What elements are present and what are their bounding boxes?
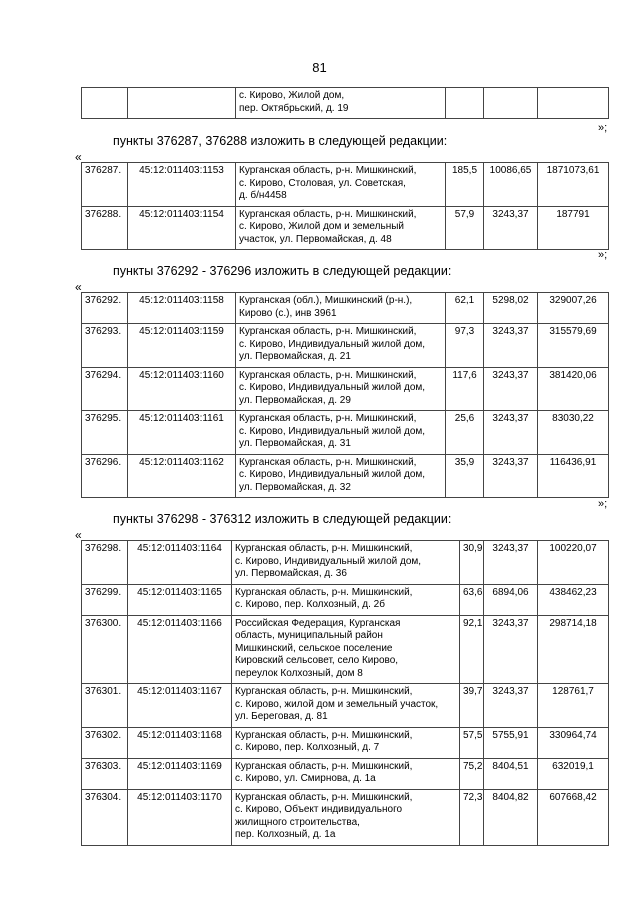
area-value: 30,9 <box>460 541 484 585</box>
table-row <box>82 293 609 324</box>
cadastral-value: 315579,69 <box>538 324 609 368</box>
address-line: с. Кирово, Индивидуальный жилой дом, <box>239 425 426 437</box>
address-line: ул. Первомайская, д. 29 <box>239 394 351 406</box>
table-row <box>82 367 609 411</box>
address-line: с. Кирово, пер. Колхозный, д. 2б <box>235 599 385 610</box>
address-line: ул. Береговая, д. 81 <box>235 711 328 722</box>
address-line: участок, ул. Первомайская, д. 48 <box>239 233 392 245</box>
table-row <box>82 206 609 250</box>
cadastral-value: 329007,26 <box>538 293 609 324</box>
address-line: пер. Октябрьский, д. 19 <box>239 102 349 114</box>
address-line: с. Кирово, пер. Колхозный, д. 7 <box>235 742 380 753</box>
address-line: с. Кирово, Индивидуальный жилой дом, <box>239 338 426 350</box>
address-line: Мишкинский, сельское поселение <box>235 642 393 654</box>
address-line: с. Кирово, Индивидуальный жилой дом, <box>239 382 426 393</box>
opening-quote: « <box>75 150 82 164</box>
address-line: Курганская область, р-н. Мишкинский, <box>239 369 417 381</box>
address-line: ул. Первомайская, д. 31 <box>239 438 351 449</box>
address-cell <box>236 454 446 498</box>
area-value: 62,1 <box>446 293 484 324</box>
table-row <box>82 615 609 684</box>
cadastral-number <box>128 88 236 119</box>
area-value: 25,6 <box>446 411 484 455</box>
address-line: Курганская область, р-н. Мишкинский, <box>235 686 413 697</box>
row-number: 376300. <box>82 615 128 684</box>
table-row <box>82 88 609 119</box>
address-line: жилищного строительства, <box>235 816 360 828</box>
row-number: 376304. <box>82 789 128 845</box>
address-line: д. б/н4458 <box>239 190 287 201</box>
address-line: Кирово (с.), инв 3961 <box>239 307 337 319</box>
address-cell <box>236 163 446 207</box>
cadastral-value: 116436,91 <box>538 454 609 498</box>
address-cell <box>236 324 446 368</box>
specific-value: 5755,91 <box>484 727 538 758</box>
specific-value: 6894,06 <box>484 584 538 615</box>
cadastral-value: 128761,7 <box>538 684 609 728</box>
instruction-text: пункты 376292 - 376296 изложить в следующей редакции: <box>113 264 452 278</box>
specific-value: 3243,37 <box>484 206 538 250</box>
address-line: переулок Колхозный, дом 8 <box>235 667 363 679</box>
row-number: 376301. <box>82 684 128 728</box>
cadastral-value: 438462,23 <box>538 584 609 615</box>
specific-value: 3243,37 <box>484 615 538 684</box>
row-number: 376296. <box>82 454 128 498</box>
row-number: 376293. <box>82 324 128 368</box>
address-line: Курганская (обл.), Мишкинский (р-н.), <box>239 295 413 306</box>
specific-value: 3243,37 <box>484 324 538 368</box>
registry-table <box>81 540 609 846</box>
cadastral-value: 1871073,61 <box>538 163 609 207</box>
closing-quote: »; <box>598 249 608 261</box>
specific-value: 3243,37 <box>484 367 538 411</box>
address-line: Курганская область, р-н. Мишкинский, <box>239 326 417 337</box>
row-number: 376294. <box>82 367 128 411</box>
cadastral-value: 187791 <box>538 206 609 250</box>
area-value: 117,6 <box>446 367 484 411</box>
row-number: 376292. <box>82 293 128 324</box>
specific-value <box>484 88 538 119</box>
address-line: Курганская область, р-н. Мишкинский, <box>239 208 417 220</box>
table-row <box>82 584 609 615</box>
cadastral-number: 45:12:011403:1159 <box>128 324 236 368</box>
address-cell <box>232 727 460 758</box>
cadastral-value: 83030,22 <box>538 411 609 455</box>
cadastral-number: 45:12:011403:1164 <box>128 541 232 585</box>
address-cell <box>236 206 446 250</box>
address-line: ул. Первомайская, д. 32 <box>239 481 351 493</box>
address-line: Курганская область, р-н. Мишкинский, <box>235 543 413 554</box>
table-row <box>82 758 609 789</box>
table-row <box>82 454 609 498</box>
address-cell <box>232 584 460 615</box>
opening-quote: « <box>75 280 82 294</box>
address-line: Курганская область, р-н. Мишкинский, <box>239 456 417 468</box>
row-number: 376303. <box>82 758 128 789</box>
address-cell <box>232 615 460 684</box>
cadastral-number: 45:12:011403:1169 <box>128 758 232 789</box>
table-row <box>82 163 609 207</box>
address-cell <box>236 411 446 455</box>
address-cell <box>236 88 446 119</box>
area-value: 75,2 <box>460 758 484 789</box>
address-line: Курганская область, р-н. Мишкинский, <box>235 760 413 772</box>
address-line: с. Кирово, Столовая, ул. Советская, <box>239 177 406 189</box>
address-line: Курганская область, р-н. Мишкинский, <box>239 165 417 176</box>
row-number: 376302. <box>82 727 128 758</box>
address-line: с. Кирово, жилой дом и земельный участок, <box>235 698 439 710</box>
registry-table-continued <box>81 87 609 119</box>
address-line: Курганская область, р-н. Мишкинский, <box>235 586 413 598</box>
address-line: Курганская область, р-н. Мишкинский, <box>239 413 417 424</box>
cadastral-number: 45:12:011403:1161 <box>128 411 236 455</box>
address-line: Курганская область, р-н. Мишкинский, <box>235 729 413 741</box>
table-row <box>82 684 609 728</box>
area-value: 185,5 <box>446 163 484 207</box>
specific-value: 3243,37 <box>484 541 538 585</box>
address-cell <box>232 684 460 728</box>
address-cell <box>232 789 460 845</box>
row-number: 376287. <box>82 163 128 207</box>
address-line: Кировский сельсовет, село Кирово, <box>235 655 399 666</box>
closing-quote: »; <box>598 498 608 510</box>
address-cell <box>236 367 446 411</box>
address-line: с. Кирово, Жилой дом, <box>239 90 345 101</box>
row-number: 376288. <box>82 206 128 250</box>
specific-value: 3243,37 <box>484 411 538 455</box>
cadastral-value: 381420,06 <box>538 367 609 411</box>
address-cell <box>232 758 460 789</box>
table-row <box>82 789 609 845</box>
cadastral-number: 45:12:011403:1153 <box>128 163 236 207</box>
area-value: 57,9 <box>446 206 484 250</box>
row-number: 376299. <box>82 584 128 615</box>
table-row <box>82 411 609 455</box>
instruction-text: пункты 376298 - 376312 изложить в следующей редакции: <box>113 512 452 526</box>
area-value: 63,6 <box>460 584 484 615</box>
address-line: с. Кирово, Индивидуальный жилой дом, <box>235 555 422 567</box>
area-value: 35,9 <box>446 454 484 498</box>
registry-table <box>81 162 609 250</box>
instruction-text: пункты 376287, 376288 изложить в следующей редакции: <box>113 134 448 148</box>
address-line: область, муниципальный район <box>235 630 383 641</box>
address-line: с. Кирово, Объект индивидуального <box>235 804 403 815</box>
specific-value: 3243,37 <box>484 454 538 498</box>
cadastral-value: 330964,74 <box>538 727 609 758</box>
cadastral-number: 45:12:011403:1166 <box>128 615 232 684</box>
page-number: 81 <box>312 60 327 75</box>
area-value <box>446 88 484 119</box>
cadastral-number: 45:12:011403:1154 <box>128 206 236 250</box>
cadastral-number: 45:12:011403:1167 <box>128 684 232 728</box>
area-value: 97,3 <box>446 324 484 368</box>
table-row <box>82 727 609 758</box>
area-value: 57,5 <box>460 727 484 758</box>
row-number: 376298. <box>82 541 128 585</box>
cadastral-number: 45:12:011403:1158 <box>128 293 236 324</box>
address-cell <box>236 293 446 324</box>
address-line: Курганская область, р-н. Мишкинский, <box>235 791 413 803</box>
closing-quote: »; <box>598 122 608 134</box>
cadastral-value: 607668,42 <box>538 789 609 845</box>
address-line: с. Кирово, Жилой дом и земельный <box>239 221 404 232</box>
area-value: 39,7 <box>460 684 484 728</box>
row-number <box>82 88 128 119</box>
row-number: 376295. <box>82 411 128 455</box>
address-line: Российская Федерация, Курганская <box>235 617 401 629</box>
cadastral-number: 45:12:011403:1168 <box>128 727 232 758</box>
address-line: пер. Колхозный, д. 1а <box>235 829 336 840</box>
specific-value: 5298,02 <box>484 293 538 324</box>
specific-value: 8404,82 <box>484 789 538 845</box>
address-line: ул. Первомайская, д. 36 <box>235 568 347 579</box>
specific-value: 8404,51 <box>484 758 538 789</box>
area-value: 72,3 <box>460 789 484 845</box>
cadastral-value: 100220,07 <box>538 541 609 585</box>
registry-table <box>81 292 609 498</box>
address-line: с. Кирово, Индивидуальный жилой дом, <box>239 469 426 480</box>
address-line: ул. Первомайская, д. 21 <box>239 351 351 362</box>
area-value: 92,1 <box>460 615 484 684</box>
cadastral-value: 632019,1 <box>538 758 609 789</box>
table-row <box>82 541 609 585</box>
specific-value: 10086,65 <box>484 163 538 207</box>
specific-value: 3243,37 <box>484 684 538 728</box>
address-cell <box>232 541 460 585</box>
cadastral-number: 45:12:011403:1170 <box>128 789 232 845</box>
cadastral-value: 298714,18 <box>538 615 609 684</box>
table-row <box>82 324 609 368</box>
cadastral-number: 45:12:011403:1162 <box>128 454 236 498</box>
cadastral-number: 45:12:011403:1165 <box>128 584 232 615</box>
opening-quote: « <box>75 528 82 542</box>
cadastral-value <box>538 88 609 119</box>
cadastral-number: 45:12:011403:1160 <box>128 367 236 411</box>
address-line: с. Кирово, ул. Смирнова, д. 1а <box>235 773 376 784</box>
